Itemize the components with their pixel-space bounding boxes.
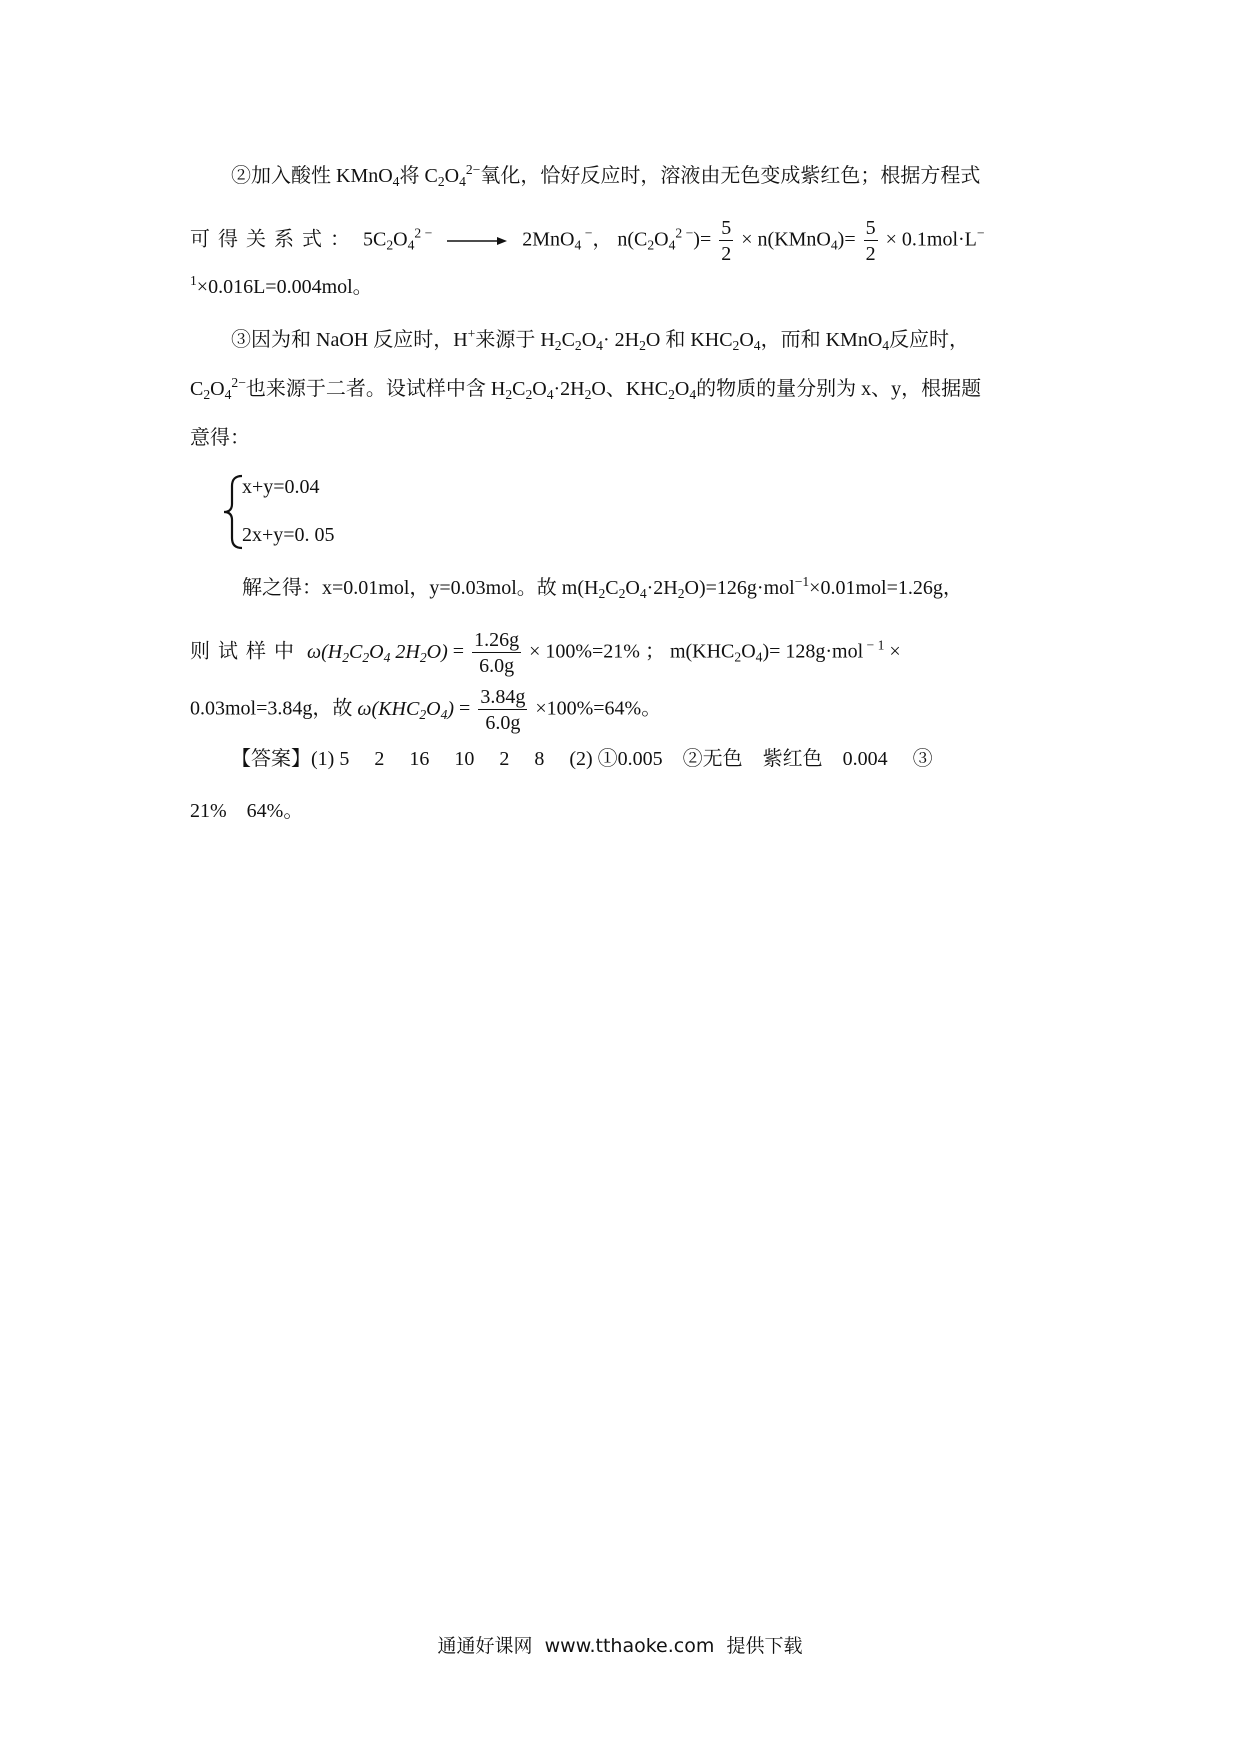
answer-line1: 【答案】(1) 5 2 16 10 2 8 (2) ①0.005 ②无色 紫红色 0.004 ③: [231, 748, 933, 770]
fraction-126-60: $\frac{1.26g}{6.0g}$: [474, 629, 520, 677]
p2-line3: 意得：: [190, 427, 250, 449]
answer-line2: 21% 64%。: [190, 800, 304, 822]
page-footer: 通通好课网 www.tthaoke.com 提供下载: [437, 1635, 803, 1657]
fraction-384-60: $\frac{3.84g}{6.0g}$: [480, 686, 526, 734]
p1-line2: 可得关系式： $5C_2O_4^{2 -}$ 2MnO$_4$ −， $n(C_2O_4^{2 -})=$ $\frac{5}{2}$ × n(KMnO$_4$)= $\frac{5}{2}$ × 0.1mol·L−: [190, 217, 985, 265]
left-brace-icon: [222, 474, 244, 550]
p3-line1: 解之得：x=0.01mol，y=0.03mol。故 $m(H_2C_2O_4\cdot 2H_2O)=126g\cdot mol^{-1}\times 0.01mol=1.26g$，: [242, 573, 963, 601]
arrow-icon: [447, 231, 507, 251]
equation-2: 2x+y=0. 05: [242, 524, 335, 546]
fraction-5-2: $\frac{5}{2}$: [721, 217, 732, 265]
fraction-5-2-second: $\frac{5}{2}$: [865, 217, 876, 265]
p2-line1: ③因为和 NaOH 反应时，H+来源于 $H_2C_2O_4\cdot 2H_2O$ 和 $KHC_2O_4$，而和 KMnO$_4$反应时，: [231, 325, 970, 353]
p2-line2: $C_2O_4^{2-}$也来源于二者。设试样中含 $H_2C_2O_4\cdot 2H_2O$、$KHC_2O_4$的物质的量分别为 x、y，根据题: [190, 374, 982, 402]
p1-line1: ②加入酸性 KMnO$_4$将 $C_2O_4^{2-}$氧化，恰好反应时，溶液由无色变成紫红色；根据方程式: [231, 161, 981, 189]
p3-line3: 0.03mol=3.84g，故 $\omega(KHC_2O_4)$ = $\frac{3.84g}{6.0g}$ ×100%=64%。: [190, 686, 662, 734]
equation-1: x+y=0.04: [242, 476, 320, 498]
p3-line2: 则试样中 $\omega(H_2C_2O_4$ $2H_2O$) = $\frac{1.26g}{6.0g}$ × 100%=21% ； $m(KHC_2O_4)= 128g\cdot mol$ $^{- 1}$ ×: [190, 629, 901, 677]
p1-line3: $^1$×0.016L=0.004mol。: [190, 272, 373, 298]
